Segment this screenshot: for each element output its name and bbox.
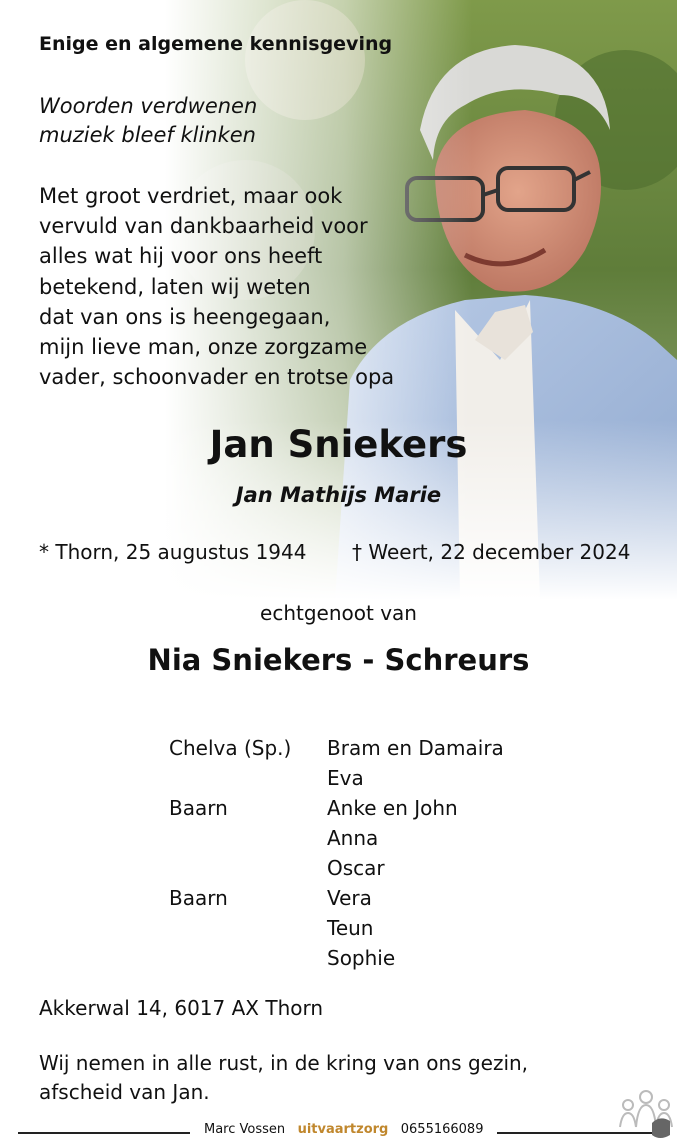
family-row xyxy=(169,823,504,853)
closing-line: afscheid van Jan. xyxy=(39,1080,210,1104)
intro-line: dat van ons is heengegaan, xyxy=(39,304,331,329)
family-member: Bram en Damaira xyxy=(327,736,504,760)
notice-heading: Enige en algemene kennisgeving xyxy=(39,33,393,55)
deceased-name: Jan Sniekers xyxy=(209,423,468,466)
closing-text xyxy=(39,1049,528,1107)
intro-line: Met groot verdriet, maar ook xyxy=(39,184,343,208)
family-member: Anke en John xyxy=(327,796,458,820)
family-logo-icon xyxy=(616,1085,676,1140)
intro-line: betekend, laten wij weten xyxy=(39,274,311,299)
family-member: Teun xyxy=(327,916,374,940)
family-member: Anna xyxy=(327,826,379,850)
family-member: Eva xyxy=(327,766,364,790)
intro-line: vader, schoonvader en trotse opa xyxy=(39,365,395,390)
intro-line: alles wat hij voor ons heeft xyxy=(39,244,323,269)
intro-line: mijn lieve man, onze zorgzame xyxy=(39,335,368,360)
deceased-full-names: Jan Mathijs Marie xyxy=(235,483,442,507)
family-row xyxy=(169,913,504,943)
family-row xyxy=(169,883,504,913)
family-place: Baarn xyxy=(169,796,228,820)
family-place: Baarn xyxy=(169,886,228,910)
address: Akkerwal 14, 6017 AX Thorn xyxy=(39,996,324,1020)
funeral-director: Marc Vossen xyxy=(204,1122,286,1137)
family-row xyxy=(169,853,504,883)
family-place: Chelva (Sp.) xyxy=(169,736,292,760)
family-row xyxy=(169,943,504,973)
family-member: Vera xyxy=(327,886,372,910)
footer-credit xyxy=(190,1120,497,1140)
phone-number: 0655166089 xyxy=(400,1122,484,1137)
family-member: Sophie xyxy=(327,946,396,970)
closing-line: Wij nemen in alle rust, in de kring van ons gezin, xyxy=(39,1051,529,1075)
family-member: Oscar xyxy=(327,856,385,880)
intro-text xyxy=(39,181,394,392)
poem-line: Woorden verdwenen xyxy=(39,94,258,118)
birth-info: * Thorn, 25 augustus 1944 xyxy=(39,540,307,564)
poem xyxy=(39,92,257,150)
poem-line: muziek bleef klinken xyxy=(39,123,256,147)
intro-line: vervuld van dankbaarheid voor xyxy=(39,214,368,239)
funeral-brand: uitvaartzorg xyxy=(297,1122,389,1137)
death-info: † Weert, 22 december 2024 xyxy=(352,540,631,564)
spouse-label: echtgenoot van xyxy=(260,601,417,625)
family-row xyxy=(169,793,504,823)
family-row xyxy=(169,763,504,793)
spouse-name: Nia Sniekers - Schreurs xyxy=(147,643,530,677)
family-list xyxy=(169,733,504,973)
family-row xyxy=(169,733,504,763)
